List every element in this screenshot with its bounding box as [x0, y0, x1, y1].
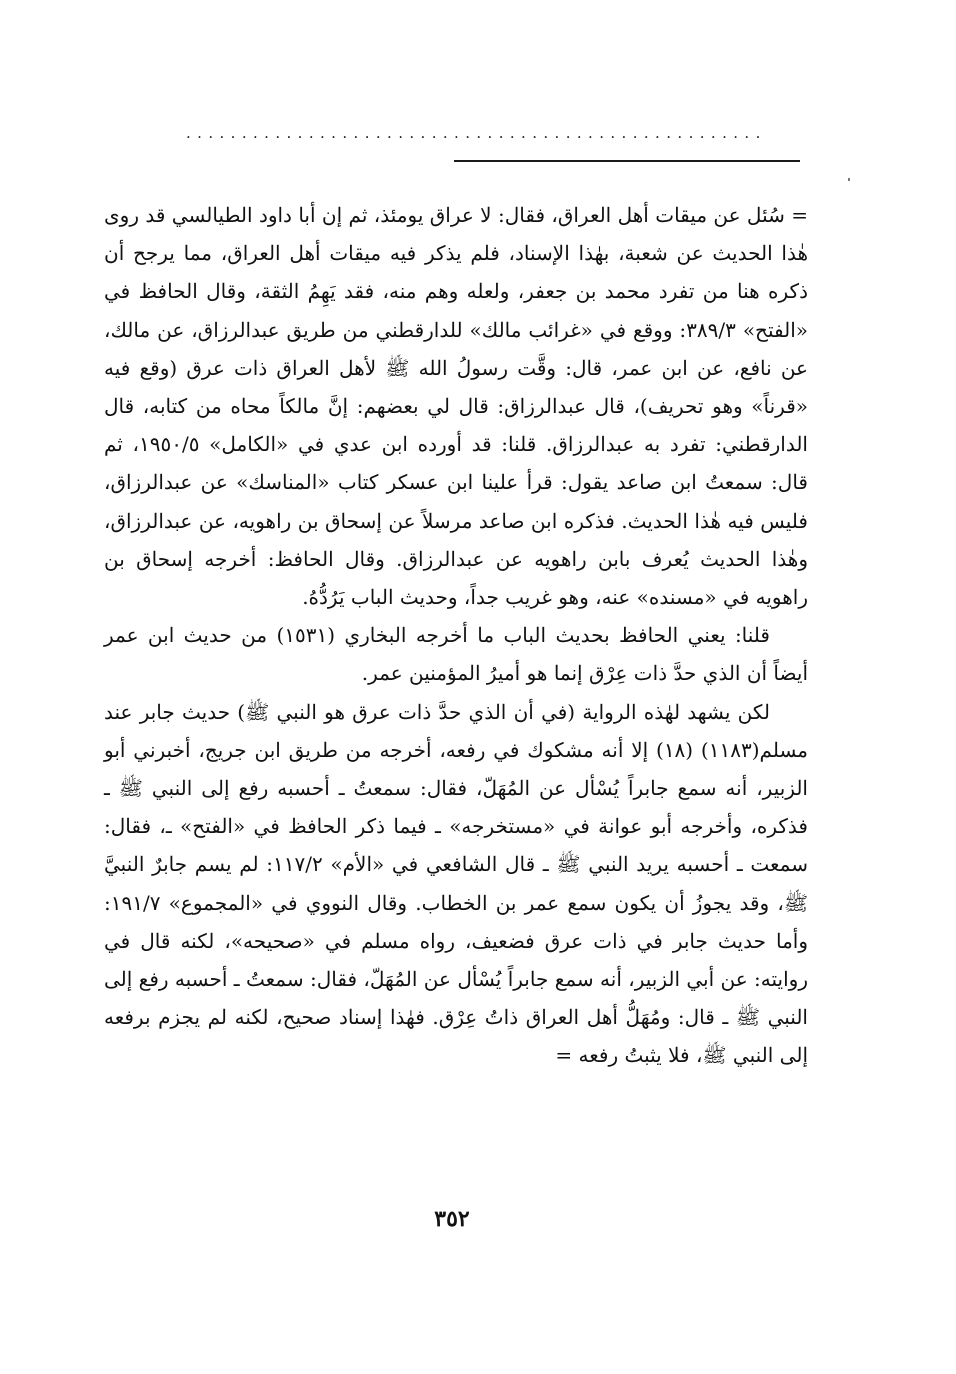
scan-speck — [848, 178, 850, 181]
page-number: ٣٥٢ — [434, 1206, 470, 1232]
paragraph-comment: قلنا: يعني الحافظ بحديث الباب ما أخرجه البخاري (١٥٣١) من حديث ابن عمر أيضاً أن الذي حدَّ ذات عِرْق إنما هو أميرُ المؤمنين عمر. — [104, 623, 808, 686]
paragraph-continuation: = سُئل عن ميقات أهل العراق، فقال: لا عراق يومئذ، ثم إن أبا داود الطيالسي قد روى هٰذا الحديث عن شعبة، بهٰذا الإسناد، فلم يذكر فيه ميقات أهل العراق، مما يرجح أن ذكره هنا من تفرد محمد بن جعفر، ولعله وهم منه، فقد يَهِمُ الثقة، وقال الحافظ في «الفتح» ٣٨٩/٣: ووقع في «غرائب مالك» للدارقطني من طريق عبدالرزاق، عن مالك، عن نافع، عن ابن عمر، قال: وقَّت رسولُ الله ﷺ لأهل العراق ذات عرق (وقع فيه «قرناً» وهو تحريف)، قال عبدالرزاق: قال لي بعضهم: إنَّ مالكاً محاه من كتابه، قال الدارقطني: تفرد به عبدالرزاق. قلنا: قد أورده ابن عدي في «الكامل» ١٩٥٠/٥، ثم قال: سمعتُ ابن صاعد يقول: قرأ علينا ابن عسكر كتاب «المناسك» عن عبدالرزاق، فليس فيه هٰذا الحديث. فذكره ابن صاعد مرسلاً عن إسحاق بن راهويه، عن عبدالرزاق، وهٰذا الحديث يُعرف بابن راهويه عن عبدالرزاق. وقال الحافظ: أخرجه إسحاق بن راهويه في «مسنده» عنه، وهو غريب جداً، وحديث الباب يَرُدُّهُ. — [104, 203, 809, 610]
footnote-separator-dots: .................................................... — [186, 128, 767, 138]
footnote-separator-rule — [454, 160, 800, 162]
paragraph-witness: لكن يشهد لهٰذه الرواية (في أن الذي حدَّ ذات عرق هو النبي ﷺ) حديث جابر عند مسلم(١١٨٣) (١٨) إلا أنه مشكوك في رفعه، أخرجه من طريق ابن جريج، أخبرني أبو الزبير، أنه سمع جابراً يُسْأل عن المُهَلّ، فقال: سمعتُ ـ أحسبه رفع إلى النبي ﷺ ـ فذكره، وأخرجه أبو عوانة في «مستخرجه» ـ فيما ذكر الحافظ في «الفتح» ـ، فقال: سمعت ـ أحسبه يريد النبي ﷺ ـ قال الشافعي في «الأم» ١١٧/٢: لم يسم جابرٌ النبيَّ ﷺ، وقد يجوزُ أن يكون سمع عمر بن الخطاب. وقال النووي في «المجموع» ١٩١/٧: وأما حديث جابر في ذات عرق فضعيف، رواه مسلم في «صحيحه»، لكنه قال في روايته: عن أبي الزبير، أنه سمع جابراً يُسْأل عن المُهَلّ، فقال: سمعتُ ـ أحسبه رفع إلى النبي ﷺ ـ قال: ومُهَلُّ أهل العراق ذاتُ عِرْق. فهٰذا إسناد صحيح، لكنه لم يجزم برفعه إلى النبي ﷺ، فلا يثبتُ رفعه = — [104, 699, 808, 1068]
footnote-text — [104, 196, 808, 1075]
